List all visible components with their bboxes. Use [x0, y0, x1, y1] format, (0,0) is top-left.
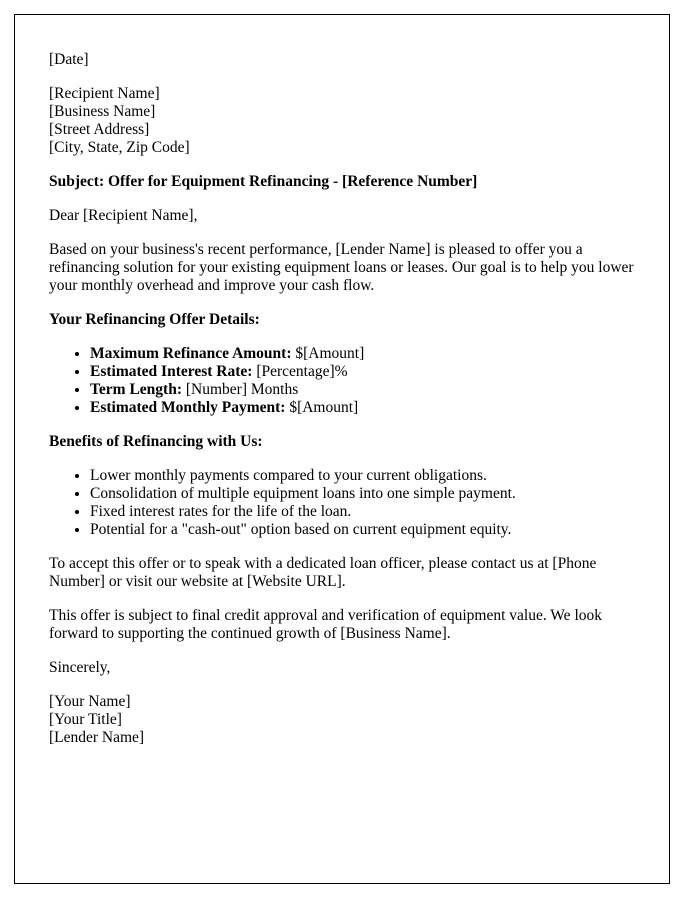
letter-page: [14, 14, 670, 884]
offer-detail-label: Estimated Monthly Payment:: [90, 399, 286, 416]
offer-details-list: [49, 345, 635, 417]
offer-detail-item: [90, 345, 635, 363]
recipient-address-block: [49, 85, 635, 157]
offer-detail-label: Maximum Refinance Amount:: [90, 345, 292, 362]
recipient-city-state-zip: [City, State, Zip Code]: [49, 139, 190, 156]
date-line: [Date]: [49, 51, 89, 68]
signature-title: [Your Title]: [49, 711, 122, 728]
offer-detail-label: Estimated Interest Rate:: [90, 363, 253, 380]
signature-block: [49, 693, 635, 747]
contact-paragraph: To accept this offer or to speak with a dedicated loan officer, please contact us at [Phone Number] or visit our website at [Website URL].: [49, 555, 597, 590]
benefits-heading: Benefits of Refinancing with Us:: [49, 433, 263, 450]
offer-detail-value: $[Amount]: [289, 399, 359, 416]
recipient-street-address: [Street Address]: [49, 121, 150, 138]
recipient-name: [Recipient Name]: [49, 85, 160, 102]
offer-detail-item: [90, 363, 635, 381]
offer-detail-item: [90, 399, 635, 417]
offer-details-heading: Your Refinancing Offer Details:: [49, 311, 260, 328]
closing: Sincerely,: [49, 659, 111, 676]
disclaimer-paragraph: This offer is subject to final credit approval and verification of equipment value. We look forward to supporting the continued growth of [Business Name].: [49, 607, 602, 642]
benefit-item: • Fixed interest rates for the life of the loan.: [90, 503, 635, 521]
offer-detail-item: [90, 381, 635, 399]
signature-name: [Your Name]: [49, 693, 131, 710]
subject-line: Subject: Offer for Equipment Refinancing - [Reference Number]: [49, 173, 478, 190]
intro-paragraph: Based on your business's recent performance, [Lender Name] is pleased to offer you a refinancing solution for your existing equipment loans or leases. Our goal is to help you lower your monthly overhead and improve your cash flow.: [49, 241, 634, 294]
offer-detail-value: $[Amount]: [295, 345, 365, 362]
recipient-business-name: [Business Name]: [49, 103, 156, 120]
signature-lender-name: [Lender Name]: [49, 729, 145, 746]
offer-detail-value: [Percentage]%: [256, 363, 348, 380]
salutation: Dear [Recipient Name],: [49, 207, 198, 224]
offer-detail-label: Term Length:: [90, 381, 182, 398]
benefit-item: • Lower monthly payments compared to your current obligations.: [90, 467, 635, 485]
benefit-item: • Consolidation of multiple equipment loans into one simple payment.: [90, 485, 635, 503]
benefit-item: • Potential for a "cash-out" option based on current equipment equity.: [90, 521, 635, 539]
offer-detail-value: [Number] Months: [185, 381, 299, 398]
benefits-list: [49, 467, 635, 539]
